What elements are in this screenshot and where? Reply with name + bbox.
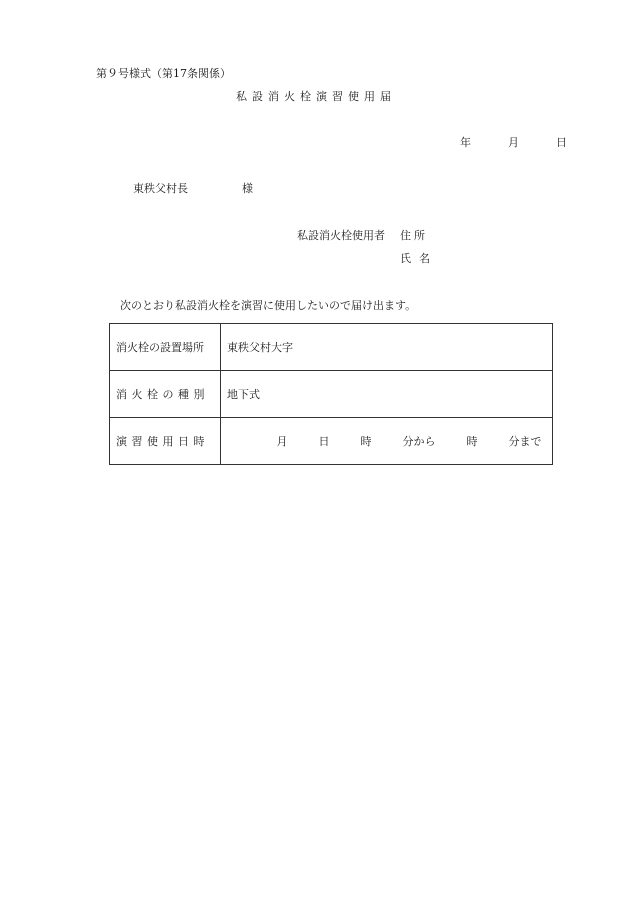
table-row [110, 418, 553, 465]
intro-text: 次のとおり私設消火栓を演習に使用したいので届け出ます。 [120, 299, 417, 312]
type-value: 地下式 [221, 371, 553, 418]
date-year: 年 [460, 136, 471, 149]
dt-month: 月 [276, 435, 288, 448]
dt-hour-to: 時 [466, 435, 478, 448]
datetime-label: 演習使用日時 [110, 418, 221, 465]
form-number: 第９号様式（第17条関係） [96, 67, 231, 80]
addressee-honorific: 様 [242, 182, 253, 195]
applicant-label: 私設消火栓使用者 [297, 229, 385, 242]
dt-minute-from: 分から [402, 435, 436, 448]
table-row [110, 371, 553, 418]
addressee-name: 東秩父村長 [133, 182, 188, 195]
dt-hour-from: 時 [360, 435, 372, 448]
dt-day: 日 [318, 435, 330, 448]
location-value: 東秩父村大字 [221, 324, 553, 371]
addressee [133, 182, 253, 196]
date-month: 月 [508, 136, 519, 149]
date-line [460, 136, 567, 150]
location-label: 消火栓の設置場所 [110, 324, 221, 371]
notification-table [109, 323, 553, 465]
applicant-name-label: 氏名 [400, 252, 438, 265]
dt-minute-to: 分まで [508, 435, 542, 448]
type-label: 消火栓の種別 [110, 371, 221, 418]
datetime-value [221, 418, 553, 465]
applicant-address-label: 住所 [400, 229, 428, 242]
document-title: 私設消火栓演習使用届 [236, 90, 396, 103]
date-day: 日 [556, 136, 567, 149]
table-row [110, 324, 553, 371]
